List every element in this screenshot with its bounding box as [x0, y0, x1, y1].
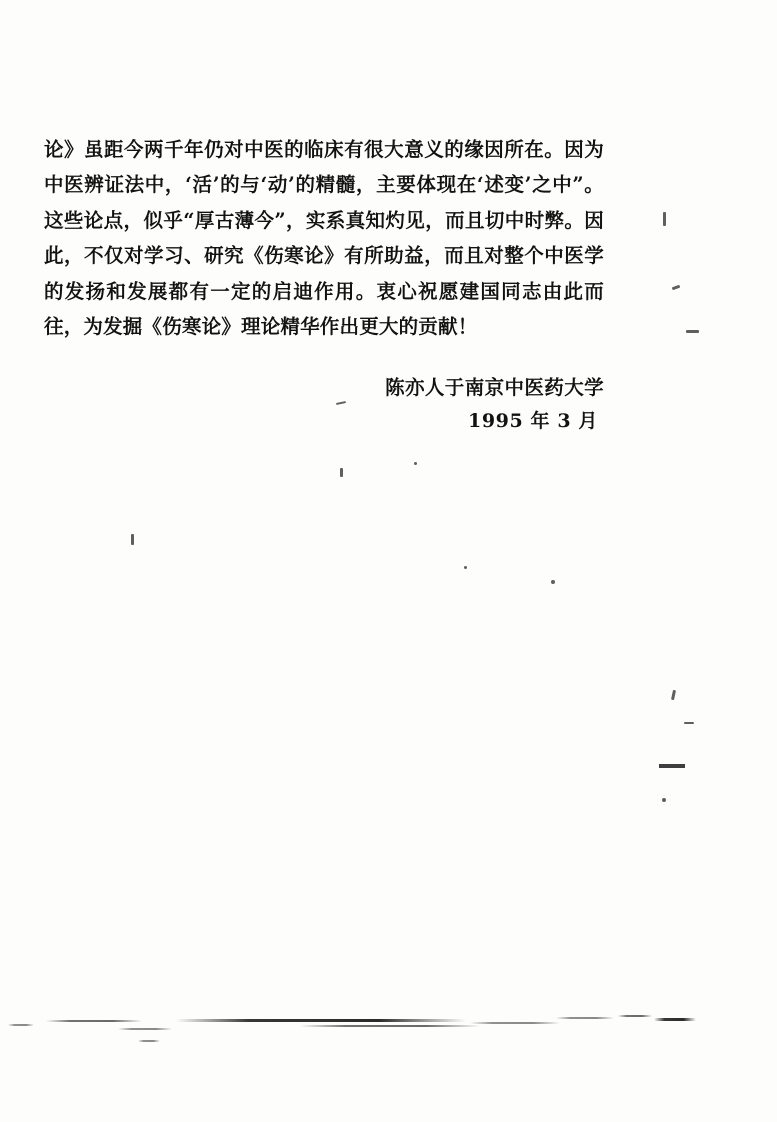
scan-smudge-band: [0, 1012, 777, 1034]
signature-date: 1995 年 3 月: [468, 409, 598, 432]
body-paragraph: 论》虽距今两千年仍对中医的临床有很大意义的缘因所在。因为中医辨证法中，‘活’的与‘动’的精髓，主要体现在‘述变’之中”。这些论点，似乎“厚古薄今”，实系真知灼见，而且切中时弊。因此，不仅对学习、研究《伤寒论》有所助益，而且对整个中医学的发扬和发展都有一定的启迪作用。衷心祝愿建国同志由此而往，为发掘《伤寒论》理论精华作出更大的贡献！: [44, 137, 604, 338]
scan-speck: [464, 566, 467, 569]
signature-author: 陈亦人于南京中医药大学: [385, 375, 604, 399]
scan-speck: [662, 798, 666, 802]
scan-speck: [684, 722, 694, 724]
scan-speck: [131, 534, 134, 545]
scan-dash: [659, 764, 685, 768]
page-content: [44, 112, 604, 437]
scan-speck: [340, 468, 343, 477]
scan-speck: [663, 212, 666, 226]
scan-speck: [551, 580, 555, 584]
scan-speck: [686, 330, 699, 333]
signature-block: [44, 371, 604, 437]
scan-speck: [414, 462, 417, 465]
